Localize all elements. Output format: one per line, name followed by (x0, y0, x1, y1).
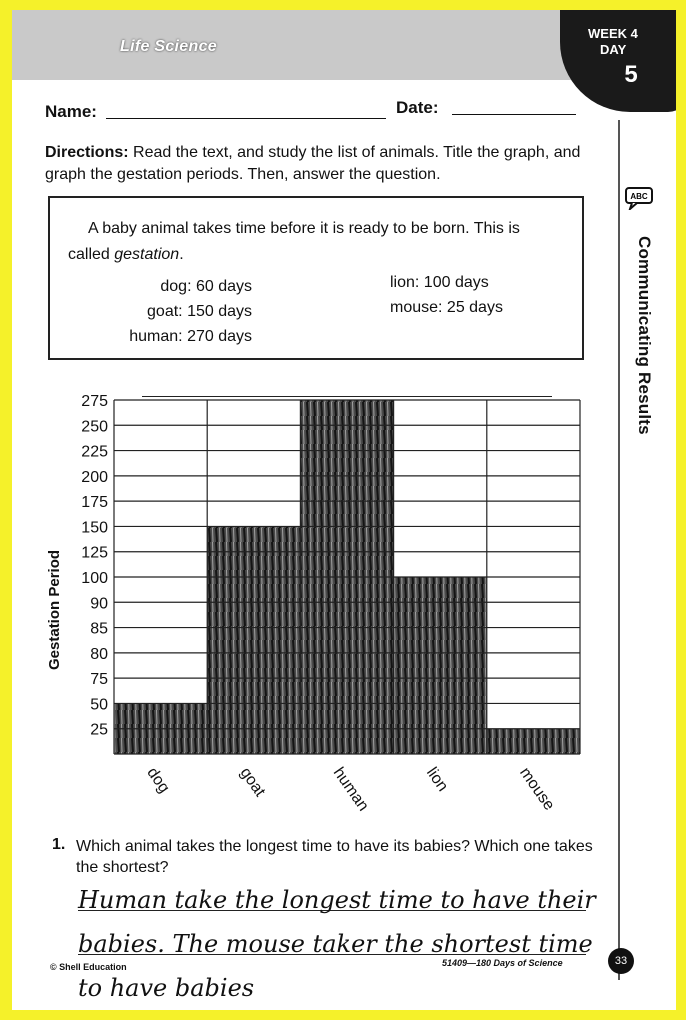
fact-dog: dog: 60 days (160, 278, 252, 295)
bar-goat (207, 526, 300, 754)
footer-publisher: © Shell Education (50, 962, 127, 972)
footer-book: 51409—180 Days of Science (442, 958, 563, 968)
y-tick-label: 90 (90, 595, 108, 613)
x-category-label: lion (422, 764, 452, 795)
question-number: 1. (52, 836, 66, 853)
fact-lion: lion: 100 days (390, 274, 489, 291)
sidebar-title: Communicating Results (635, 236, 654, 435)
directions-text: Read the text, and study the list of animals. Title the graph, and graph the gestation periods. Then, answer the question. (45, 144, 581, 183)
y-tick-label: 100 (81, 570, 108, 587)
y-tick-label: 85 (90, 620, 108, 638)
day-number: 5 (624, 61, 638, 88)
intro-line-1: A baby animal takes time before it is ready to be born. This is (88, 220, 520, 237)
y-tick-label: 25 (90, 721, 108, 739)
y-axis-label: Gestation Period (46, 549, 63, 670)
intro-line-2: called gestation. (68, 246, 184, 263)
y-tick-label: 75 (90, 671, 108, 689)
day-label: DAY (600, 42, 627, 57)
question-text: Which animal takes the longest time to have its babies? Which one takes the shortest? (76, 838, 593, 876)
y-tick-label: 80 (90, 645, 108, 663)
x-category-label: human (329, 764, 372, 815)
gestation-bar-chart (12, 10, 676, 830)
y-tick-label: 175 (81, 494, 108, 512)
y-tick-label: 275 (81, 393, 108, 410)
week-label: WEEK 4 (588, 26, 638, 41)
y-tick-label: 200 (81, 468, 108, 486)
y-tick-label: 225 (81, 443, 108, 461)
directions-label: Directions: (45, 144, 129, 161)
fact-human: human: 270 days (129, 328, 252, 345)
svg-text:ABC: ABC (630, 192, 648, 201)
name-label: Name: (45, 102, 97, 121)
page-number: 33 (608, 948, 634, 974)
section-label: Life Science (120, 38, 217, 55)
y-tick-label: 50 (90, 696, 108, 714)
handwritten-answer[interactable]: Human take the longest time to have their babies. The mouse taker the shortest time to have babies (78, 886, 596, 1002)
worksheet-page (12, 10, 676, 1010)
y-tick-label: 150 (81, 519, 108, 537)
bar-mouse (487, 729, 580, 754)
x-category-label: dog (143, 764, 173, 797)
x-category-label: mouse (516, 764, 558, 814)
bar-lion (394, 577, 487, 754)
date-label: Date: (396, 98, 439, 117)
fact-goat: goat: 150 days (147, 303, 252, 320)
fact-mouse: mouse: 25 days (390, 299, 503, 316)
y-tick-label: 125 (81, 544, 108, 562)
x-category-label: goat (236, 764, 269, 800)
gestation-term: gestation (114, 246, 180, 263)
y-tick-label: 250 (81, 418, 108, 436)
